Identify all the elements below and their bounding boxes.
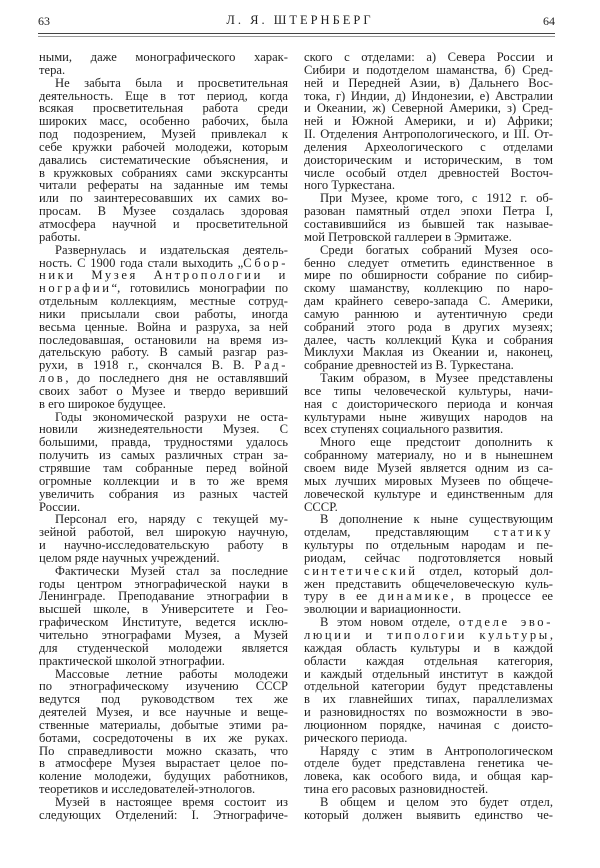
text-line: высшей школе, в Университете и Гео-	[39, 603, 288, 617]
text-line: ловека, как особого вида, и общая кар-	[304, 770, 553, 784]
text-line: Наряду с этим в Антропологическом	[320, 744, 553, 758]
text-line: Таким образом, в Музее представлены	[320, 372, 553, 385]
paragraph	[304, 372, 553, 436]
text-segment: отделам, представляющим	[304, 526, 494, 540]
text-line: в кружковых собраниях сами экскурсанты	[39, 166, 288, 180]
text-line: зейной работой, вел широкую научную,	[39, 526, 288, 540]
text-line: в его широкое будущее.	[39, 397, 166, 411]
text-line: собрание древностей из В. Туркестана.	[304, 359, 514, 373]
paragraph	[304, 616, 553, 744]
text-line: бенно следует отметить единственное в	[304, 256, 553, 270]
text-line: тина его расовых разновидностей.	[304, 783, 489, 796]
text-line: по этнографическому изучению СССР	[39, 680, 288, 694]
text-line: ного Туркестана.	[304, 179, 396, 193]
text-line: мых лучших мировых Музеев по общече-	[304, 474, 553, 488]
text-segment: ность. С 1900 года стали выходить „	[39, 256, 244, 270]
text-line: каждая область культуры и в каждой	[304, 641, 553, 655]
text-line: следующих Отделений: I. Этнографиче-	[39, 808, 288, 822]
text-line: культуры по отдельным народам и пе-	[304, 539, 553, 552]
text-line	[304, 526, 553, 539]
text-line: атмосфера научной и просветительной	[39, 217, 288, 231]
text-line: культурами ныне живущих народов на	[304, 410, 553, 424]
text-line	[39, 359, 288, 372]
text-line: работы.	[39, 230, 81, 244]
text-line: и каждый отдельный институт в каждой	[304, 667, 553, 681]
text-line: мире по обширности собрание по сибир-	[304, 269, 553, 283]
paragraph	[39, 668, 288, 796]
text-line: Массовые летние работы молодежи	[55, 667, 288, 681]
text-line: деления Археологического с отделами	[304, 140, 553, 154]
paragraph	[304, 192, 553, 243]
paragraph	[304, 436, 553, 513]
text-line: всех ступенях социального развития.	[304, 423, 504, 437]
text-segment: рухи, в 1918 г., скончался В. В.	[39, 359, 255, 373]
spaced-emphasis: нографии	[39, 282, 112, 296]
text-line: большими, правда, трудностями удалось	[39, 436, 288, 450]
text-line: увеличить собрания из разных частей	[39, 487, 288, 501]
text-line: просам. В Музее создалась здоровая	[39, 205, 288, 218]
text-line: далее, часть коллекций Кука и собрания	[304, 333, 553, 347]
text-line: Годы экономической разрухи не оста-	[55, 410, 288, 424]
text-line: тока, г) Индии, д) Индонезии, е) Австралии	[304, 89, 553, 103]
text-line: ственные материалы, добытые этими ра-	[39, 718, 288, 732]
text-line: всякая просветительная работа среди	[39, 102, 288, 116]
text-line: Миклухи Маклая из Океании и, наконец,	[304, 346, 553, 360]
text-line: люционном порядке, начиная с доисто-	[304, 718, 553, 732]
text-line	[39, 282, 288, 295]
text-line: ловеческой культуре и единственным для	[304, 487, 553, 501]
text-line: эволюции и вариационности.	[304, 603, 462, 617]
spaced-emphasis: синтетический	[304, 564, 418, 578]
text-line: отделе будет представлена генетика че-	[304, 757, 553, 771]
text-segment: , в процессе ее	[450, 590, 553, 604]
text-line: в их главнейших типах, параллелизмах	[304, 693, 553, 707]
page-number-left: 63	[38, 14, 50, 28]
text-line: огромные коллекции и в то же время	[39, 474, 288, 488]
text-line: ней и Южной Америки, и и) Африки;	[304, 115, 553, 129]
text-segment: отдел, который дол-	[417, 564, 553, 578]
text-line: дам крайнего северо-запада С. Америки,	[304, 295, 553, 308]
column-left	[39, 51, 288, 822]
text-line: При Музее, кроме того, с 1912 г. об-	[320, 192, 553, 206]
paragraph	[304, 244, 553, 372]
text-line: ная с доисторического периода и кончая	[304, 397, 553, 411]
text-line: ники присылали свои работы, иногда	[39, 307, 288, 321]
text-line: в атмосфере Музея вырастает целое по-	[39, 757, 288, 771]
text-segment: , до последнего дня не оставлявший	[65, 372, 288, 385]
header-rule-secondary	[38, 36, 555, 37]
spaced-emphasis: Рад-	[254, 359, 288, 373]
text-line: рического периода.	[304, 731, 408, 745]
text-line: под подозрением, Музей привлекал к	[39, 128, 288, 141]
spaced-emphasis: динамике	[378, 590, 451, 604]
text-line	[304, 590, 553, 603]
text-line: ными, даже монографического харак-	[39, 51, 288, 64]
text-line: своих забот о Музее и твердо веривший	[39, 384, 288, 398]
text-line: графическом Институте, ведется исклю-	[39, 616, 288, 629]
text-line: и научно-исследовательскую работу в	[39, 539, 288, 552]
text-line: II. Отделения Антропологического, и III. От-	[304, 128, 553, 141]
spaced-emphasis: статику	[493, 526, 553, 540]
text-line: В общем и целом это будет отдел,	[320, 795, 553, 809]
spaced-emphasis: отделе эво-	[458, 616, 553, 629]
text-line: последовавшая, остановили на время из-	[39, 333, 288, 347]
text-line: широких масс, особенно рабочих, была	[39, 115, 288, 129]
text-line: области каждая отдельная категория,	[304, 654, 553, 668]
text-segment: В этом новом отделе,	[320, 616, 459, 629]
text-line	[304, 616, 553, 629]
spaced-emphasis: люции и типологии культуры	[304, 628, 550, 642]
text-line: коление молодежи, будущих работников,	[39, 770, 288, 784]
text-line: России.	[39, 500, 81, 514]
text-line: жен представить общечеловеческую куль-	[304, 577, 553, 591]
text-line: читали рефераты на заданные им темы	[39, 179, 288, 193]
text-line: ней и Передней Азии, в) Дальнего Вос-	[304, 76, 553, 90]
text-segment: туру в ее	[304, 590, 379, 604]
text-line: деятелей Музея, и все научные и веще-	[39, 706, 288, 719]
text-line: годы центром этнографической науки в	[39, 577, 288, 591]
text-line: Фактически Музей стал за последние	[55, 564, 288, 578]
text-line: и Океании, ж) Северной Америки, з) Сред-	[304, 102, 553, 116]
text-line: и разновидностях по возможности в эво-	[304, 706, 553, 719]
text-line: отдельной категории будут представлены	[304, 680, 553, 694]
text-line: отдельным коллекциям, местные сотруд-	[39, 295, 288, 308]
text-line: все типы человеческой культуры, начи-	[304, 384, 553, 398]
text-line: мой Петровской галлереи в Эрмитаже.	[304, 230, 512, 244]
text-segment: “, готовились монографии по	[111, 282, 288, 296]
text-line	[304, 629, 553, 642]
paragraph	[39, 565, 288, 668]
paragraph	[39, 51, 288, 77]
text-line: получить из самых различных стран за-	[39, 449, 288, 462]
header-rule	[38, 33, 555, 34]
text-line: риодам, сейчас подготовляется новый	[304, 551, 553, 565]
text-line: дательскую работу. В самый разгар раз-	[39, 346, 288, 360]
text-line: Развернулась и издательская деятель-	[55, 243, 288, 257]
text-line: Музей в настоящее время состоит из	[55, 795, 288, 809]
text-line: ботами, сосредоточены в их же руках.	[39, 731, 288, 745]
paragraph	[39, 411, 288, 514]
text-line: давались систематические объяснения, и	[39, 153, 288, 167]
text-segment: ,	[549, 628, 553, 642]
text-line: своем виде Музей является одним из са-	[304, 462, 553, 475]
text-line: для студенческой молодежи является	[39, 641, 288, 655]
text-line: самую раннюю и аутентичную среди	[304, 307, 553, 321]
paragraph	[39, 513, 288, 564]
paragraph	[304, 51, 553, 192]
text-line: деятельность. Еще в тот период, когда	[39, 89, 288, 103]
text-line: числе особый отдел древностей Восточ-	[304, 166, 553, 180]
spaced-emphasis: Сбор-	[243, 256, 288, 270]
text-line: Не забыта была и просветительная	[55, 76, 288, 90]
text-line: собраний этого рода в других музеях;	[304, 320, 553, 334]
spaced-emphasis: ники Музея Антропологии и	[39, 269, 288, 283]
text-line: или по заинтересовавших их самих во-	[39, 192, 288, 206]
text-line: чительно этнографами Музея, а Музей	[39, 628, 288, 642]
text-line: Ленинграде. Преподавание этнографии в	[39, 590, 288, 604]
text-line: скому шаманству, коллекцию по наро-	[304, 282, 553, 296]
paragraph	[39, 244, 288, 411]
text-line: Среди богатых собраний Музея осо-	[320, 243, 553, 257]
text-line: ведутся под руководством тех же	[39, 693, 288, 707]
text-line: новили жизнедеятельности Музея. С	[39, 423, 288, 437]
text-line: теоретиков и исследователей-этнологов.	[39, 783, 256, 796]
text-line: собранному материалу, но и в нынешнем	[304, 449, 553, 462]
text-line: Персонал его, наряду с текущей му-	[55, 513, 288, 527]
text-line: доисторическим и историческим, в том	[304, 153, 553, 167]
text-line	[304, 565, 553, 578]
paragraph	[304, 796, 553, 822]
page-number-right: 64	[543, 14, 555, 28]
text-line	[39, 257, 288, 270]
text-line: составившийся из бывшей так называе-	[304, 217, 553, 231]
spaced-emphasis: лов	[39, 372, 66, 385]
text-line: В дополнение к ныне существующим	[320, 513, 553, 527]
text-line	[39, 269, 288, 282]
text-line: тера.	[39, 63, 66, 77]
column-right	[304, 51, 553, 822]
text-line: себе кружки рабочей молодежи, которым	[39, 140, 288, 154]
text-line	[39, 372, 288, 385]
text-line: Много еще предстоит дополнить к	[320, 436, 553, 450]
text-line: весьма ценные. Война и разруха, за ней	[39, 320, 288, 334]
text-line: ского с отделами: а) Севера России и	[304, 51, 553, 64]
text-line: Сибири и подотделом шаманства, б) Сред-	[304, 63, 553, 77]
text-line: СССР.	[304, 500, 338, 514]
paragraph	[39, 796, 288, 822]
text-line: практической школой этнографии.	[39, 654, 225, 668]
text-line: По справедливости можно сказать, что	[39, 744, 288, 758]
text-line: целом ряде научных учреждений.	[39, 551, 220, 565]
paragraph	[304, 513, 553, 616]
text-line: который должен выявить единство че-	[304, 808, 553, 822]
running-title: Л. Я. ШТЕРНБЕРГ	[226, 13, 374, 27]
text-line: стрявшие там собранные перед войной	[39, 462, 288, 475]
paragraph	[304, 745, 553, 796]
text-line: разован памятный отдел эпохи Петра I,	[304, 205, 553, 218]
paragraph	[39, 77, 288, 244]
